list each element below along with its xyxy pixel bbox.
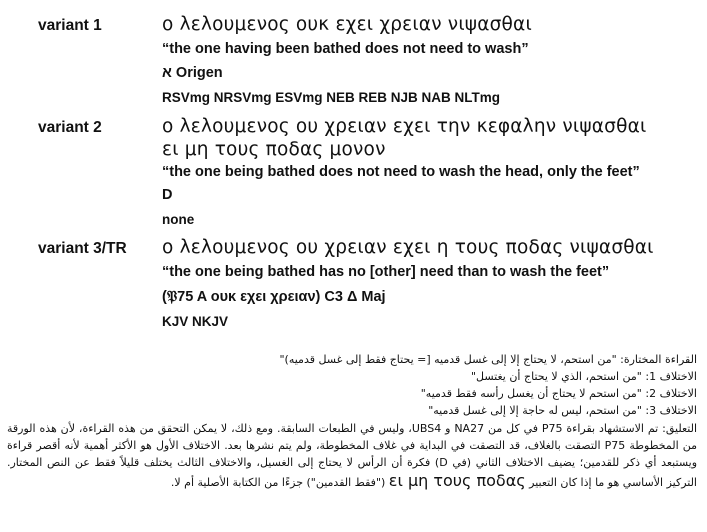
variant-1-versions: RSVmg NRSVmg ESVmg NEB REB NJB NAB NLTmg [162,90,501,105]
variant-2-versions: none [162,212,195,227]
arabic-commentary [7,420,697,491]
arabic-preferred-reading: القراءة المختارة: "من استحم، لا يحتاج إلا إلى غسل قدميه [= يحتاج فقط إلى غسل قدميه)" [279,353,697,366]
arabic-variant-2: الاختلاف 2: "من استحم لا يحتاج أن يغسل رأسه فقط قدميه" [420,387,697,400]
arabic-variant-1: الاختلاف 1: "من استحم، الذي لا يحتاج أن يغتسل" [470,370,697,383]
variant-2-witnesses: D [162,187,173,203]
variant-3-versions: KJV NKJV [162,314,229,329]
variant-1-witnesses: א Origen [162,65,223,81]
commentary-greek-phrase: ει μη τους ποδας [388,470,526,490]
variant-3-greek: ο λελουμενος ου χρειαν εχει η τους ποδας νιψασθαι [162,237,654,258]
variant-2-greek-line-2: ει μη τους ποδας μονον [162,139,386,160]
commentary-text: التعليق: تم الاستشهاد بقراءة P75 في كل من NA27 و UBS4، وليس في الطبعات السابقة. ومع ذلك، لا يمكن التحقق من هذه القراءة، لأن هذه الورقة من المخطوطة P75 التصقت بالغلاف، قد التصقت في البداية في غلاف المخطوطة، ولم يتم نشرها بعد. الاختلاف الأول هو الأكثر أهمية لأنه أقصر قراءة ويستبعد أي ذكر للقدمين؛ يضيف الاختلاف الثاني (في D) فكرة أن الرأس لا يحتاج إلى الغسيل، والاختلاف الثالث يختلف قليلاً فقط عن النص المختار. التركيز الأساسي هو ما إذا كان التعبير [7,422,698,489]
variant-2-greek-line-1: ο λελουμενος ου χρειαν εχει την κεφαλην νιψασθαι [162,116,647,137]
variant-3-translation: “the one being bathed has no [other] need than to wash the feet” [162,264,610,280]
variant-2-translation: “the one being bathed does not need to wash the head, only the feet” [162,164,640,180]
variant-1-translation: “the one having been bathed does not need to wash” [162,41,529,57]
arabic-variant-3: الاختلاف 3: "من استحم، ليس له حاجة إلا إلى غسل قدميه" [428,404,697,417]
variant-3-label: variant 3/TR [38,240,127,257]
variant-2-label: variant 2 [38,119,102,136]
commentary-text-end: ("فقط القدمين") جزءًا من الكتابة الأصلية أم لا. [170,475,386,489]
variant-1-label: variant 1 [38,17,102,34]
variant-3-witnesses: (𝔓75 A ουκ εχει χρειαν) C3 Δ Maj [162,289,386,305]
variant-1-greek: ο λελουμενος ουκ εχει χρειαν νιψασθαι [162,14,532,35]
